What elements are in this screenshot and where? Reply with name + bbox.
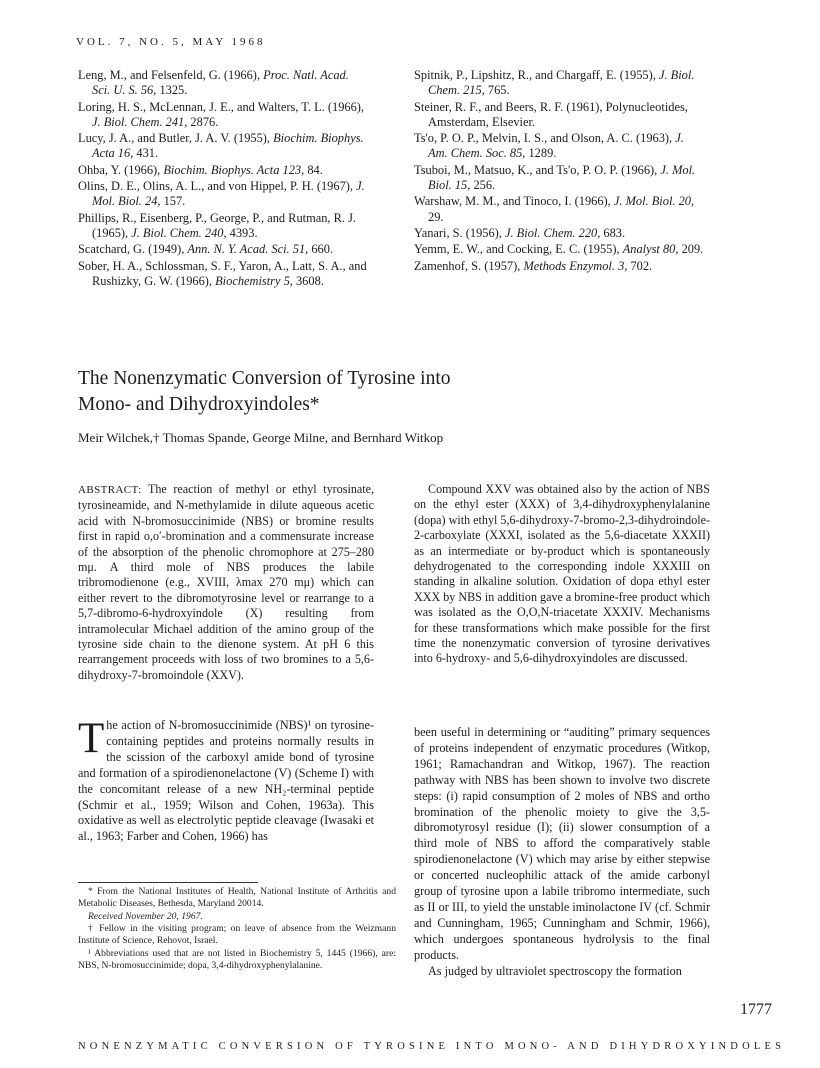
reference-authors: Loring, H. S., McLennan, J. E., and Walters, T. L. (1966), — [78, 99, 364, 114]
reference-authors: Scatchard, G. (1949), — [78, 242, 188, 257]
reference-item — [78, 211, 370, 241]
reference-authors: Leng, M., and Felsenfeld, G. (1966), — [78, 68, 264, 82]
body-right-paragraph-2: As judged by ultraviolet spectroscopy the formation — [428, 963, 682, 978]
references-right — [414, 68, 706, 275]
reference-authors: Ohba, Y. (1966), — [78, 162, 164, 177]
reference-authors: Sober, H. A., Schlossman, S. F., Yaron, A., Latt, S. A., and Rushizky, G. W. (1966), — [78, 258, 367, 288]
reference-authors: Lucy, J. A., and Butler, J. A. V. (1955), — [78, 131, 274, 146]
reference-journal: J. Am. Chem. Soc. 85, — [428, 131, 684, 161]
reference-item — [78, 163, 370, 178]
reference-journal: J. Biol. Chem. 240, — [131, 225, 227, 240]
authors: Meir Wilchek,† Thomas Spande, George Milne, and Bernhard Witkop — [78, 430, 444, 445]
reference-item — [414, 131, 706, 161]
reference-authors: Ts'o, P. O. P., Melvin, I. S., and Olson, A. C. (1963), — [414, 131, 676, 146]
reference-journal: Biochim. Biophys. Acta 123, — [163, 162, 305, 177]
reference-pages: 256. — [470, 177, 496, 192]
reference-journal: J. Mol. Biol. 15, — [428, 162, 696, 192]
reference-item — [414, 259, 706, 274]
running-head: VOL. 7, NO. 5, MAY 1968 — [76, 36, 266, 48]
footnote-dagger: † Fellow in the visiting program; on leave of absence from the Weizmann Institute of Science, Rehovot, Israel. — [78, 923, 396, 947]
reference-pages: 765. — [484, 83, 510, 98]
footnote-abbreviations: ¹ Abbreviations used that are not listed in Biochemistry 5, 1445 (1966), are: NBS, N-bromosuccinimide; dopa, 3,4-dihydroxyphenylalanine. — [78, 947, 396, 971]
reference-authors: Tsuboi, M., Matsuo, K., and Ts'o, P. O. P. (1966), — [414, 162, 661, 177]
reference-journal: J. Mol. Biol. 24, — [92, 179, 365, 209]
abstract-right: Compound XXV was obtained also by the action of NBS on the ethyl ester (XXX) of 3,4-dihydroxyphenylalanine (dopa) with ethyl 5,6-dihydroxy-7-bromo-2,3-dihydroindole-2-carboxylate (XXXI, isolated as the 5,6-diacetate XXXII) as an intermediate or by-product which is spontaneously dehydrogenated to the corresponding indole XXXIII on standing in alkaline solution. Oxidation of dopa ethyl ester XXX by NBS in addition gave a bromine-free product which was isolated as the O,O,N-triacetate XXXIV. Mechanisms for these transformations which make possible for the first time the nonenzymatic conversion of tyrosine derivatives into 6-hydroxy- and 5,6-dihydroxyindoles are discussed. — [414, 482, 710, 666]
reference-journal: Analyst 80, — [622, 242, 679, 257]
reference-pages: 209. — [678, 242, 704, 257]
reference-item — [78, 131, 370, 161]
reference-authors: Steiner, R. F., and Beers, R. F. (1961), Polynucleotides, Amsterdam, Elsevier. — [414, 99, 688, 129]
reference-pages: 84. — [304, 162, 323, 177]
reference-item — [78, 179, 370, 209]
footnote-rule — [78, 882, 258, 883]
reference-pages: 3608. — [292, 273, 324, 288]
reference-item — [414, 226, 706, 241]
reference-item — [414, 68, 706, 98]
reference-pages: 1289. — [525, 146, 557, 161]
reference-pages: 2876. — [187, 114, 219, 129]
reference-item — [414, 194, 706, 224]
reference-pages: 1325. — [156, 83, 188, 98]
reference-item — [414, 100, 706, 130]
reference-pages: 157. — [160, 194, 186, 209]
reference-pages: 702. — [627, 258, 653, 273]
reference-pages: 683. — [600, 225, 626, 240]
reference-journal: J. Biol. Chem. 241, — [92, 114, 188, 129]
reference-item — [78, 68, 370, 98]
reference-pages: 431. — [133, 146, 159, 161]
reference-journal: Biochim. Biophys. Acta 16, — [92, 131, 364, 161]
title-line-2: Mono- and Dihydroxyindoles* — [78, 394, 320, 415]
body-left — [78, 715, 374, 845]
reference-authors: Warshaw, M. M., and Tinoco, I. (1966), — [414, 194, 614, 209]
reference-authors: Yanari, S. (1956), — [414, 225, 505, 240]
reference-item — [414, 242, 706, 257]
reference-journal: Ann. N. Y. Acad. Sci. 51, — [187, 242, 309, 257]
reference-item — [78, 242, 370, 257]
abstract-left — [78, 482, 374, 683]
reference-authors: Zamenhof, S. (1957), — [414, 258, 524, 273]
running-footer: NONENZYMATIC CONVERSION OF TYROSINE INTO MONO- AND DIHYDROXYINDOLES — [78, 1041, 786, 1052]
reference-pages: 29. — [428, 209, 444, 224]
article-title — [78, 366, 638, 418]
footnote-star: * From the National Institutes of Health, National Institute of Arthritis and Metabolic Diseases, Bethesda, Maryland 20014. — [78, 886, 396, 909]
reference-item — [414, 163, 706, 193]
reference-pages: 4393. — [226, 225, 258, 240]
reference-item — [78, 259, 370, 289]
reference-journal: J. Mol. Biol. 20, — [613, 194, 695, 209]
reference-journal: Methods Enzymol. 3, — [523, 258, 628, 273]
body-left-text: he action of N-bromosuccinimide (NBS)¹ on tyrosine-containing peptides and proteins normally results in the scission of the carboxyl amide bond of tyrosine and formation of a spirodienonelactone (V) (Scheme I) with the concomitant release of a new NH₂-terminal peptide (Schmir et al., 1959; Wilson and Cohen, 1963a). This oxidative as well as electrolytic peptide cleavage (Iwasaki et al., 1963; Farber and Cohen, 1966) has — [78, 718, 374, 844]
reference-pages: 660. — [308, 242, 334, 257]
footnote-received: Received November 20, 1967. — [88, 910, 203, 922]
footnotes — [78, 886, 396, 973]
abstract-label: ABSTRACT: — [78, 484, 142, 496]
page-number: 1777 — [740, 1001, 772, 1018]
reference-journal: Proc. Natl. Acad. Sci. U. S. 56, — [92, 68, 349, 98]
reference-journal: J. Biol. Chem. 215, — [428, 68, 695, 98]
reference-journal: J. Biol. Chem. 220, — [504, 225, 601, 240]
reference-authors: Olins, D. E., Olins, A. L., and von Hippel, P. H. (1967), — [78, 179, 357, 194]
reference-authors: Spitnik, P., Lipshitz, R., and Chargaff, E. (1955), — [414, 68, 659, 82]
reference-authors: Yemm, E. W., and Cocking, E. C. (1955), — [414, 242, 623, 257]
reference-authors: Phillips, R., Eisenberg, P., George, P., and Rutman, R. J. (1965), — [78, 210, 356, 240]
body-right — [414, 725, 710, 980]
reference-journal: Biochemistry 5, — [215, 273, 293, 288]
abstract-left-text: The reaction of methyl or ethyl tyrosinate, tyrosineamide, and N-methylamide in dilute aqueous acetic acid with N-bromosuccinimide (NBS) or bromine results first in rapid o,o′-bromination and a commensurate increase of the absorption of the phenolic chromophore at 275–280 mμ. A third mole of NBS produces the labile tribromodienone (e.g., XVIII, λmax 270 mμ) which can either revert to the dibromotyrosine level or rearrange to a 5,7-dibromo-6-hydroxyindole (X) resulting from intramolecular Michael addition of the amino group of the tyrosine side chain to the dienone system. At pH 6 this rearrangement proceeds with loss of two bromines to a 5,6-dihydroxy-7-bromoindole (XXV). — [78, 482, 374, 682]
body-right-paragraph-1: been useful in determining or “auditing” primary sequences of proteins independent of enzymatic procedures (Witkop, 1961; Ramachandran and Witkop, 1967). The reaction pathway with NBS has been shown to involve two discrete steps: (i) rapid consumption of 2 moles of NBS and ortho bromination of the phenolic moiety to give the 3,5-dibromotyrosyl residue (I); (ii) slower consumption of a third mole of NBS to afford the comparatively stable spirodienonelactone (V) which may arise by either stepwise or concerted nucleophilic attack of the amide carbonyl group of tyrosine upon a labile tribromo intermediate, such as II or III, to yield the unstable iminolactone IV (cf. Schmir and Cunningham, 1965; Cunningham and Schmir, 1966), which undergoes spontaneous hydrolysis to the final products. — [414, 725, 710, 962]
reference-item — [78, 100, 370, 130]
title-line-1: The Nonenzymatic Conversion of Tyrosine into — [78, 368, 451, 389]
drop-cap: T — [78, 715, 105, 762]
references-left — [78, 68, 370, 290]
